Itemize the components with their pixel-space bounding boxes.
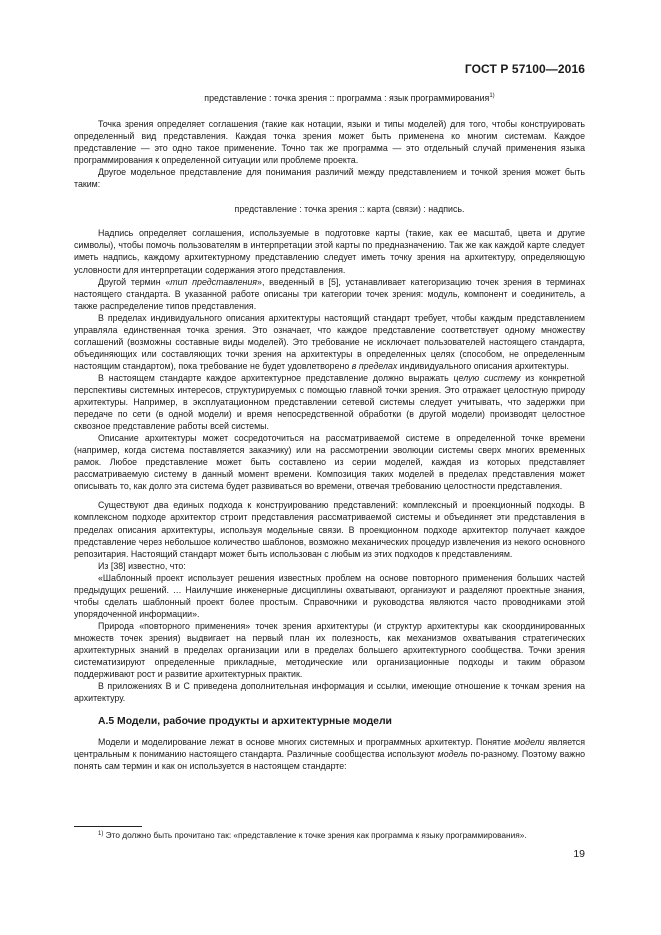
paragraph (74, 372, 585, 432)
text-run: В настоящем стандарте каждое архитектурное представление должно выражать (98, 372, 454, 383)
text-run: В пределах индивидуального описания архитектуры настоящий стандарт требует, чтобы каждым представлением управляла единственная точка зрения. Это означает, что каждое представление соответствует одному множеству соглашений (возможны составные виды моделей). Это требование не исключает пользователей настоящего стандарта, объединяющих или составляющих точки зрения на архитектуры в определенных целях (способом, не определенным настоящим стандартом), пока требование не будет удовлетворено (74, 312, 585, 371)
formula-view-viewpoint-program (74, 90, 585, 104)
formula-text: представление : точка зрения :: программа : язык программирования (204, 93, 490, 103)
paragraph (74, 312, 585, 372)
page-body (74, 90, 585, 772)
italic-term: в пределах (351, 360, 398, 371)
paragraph: Природа «повторного применения» точек зрения архитектуры (и структур архитектуры как скоординированных множеств точек зрения) выдвигает на первый план их полезность, как механизмов охватывания стратегических архитектурных знаний в пределах организации или в пределах большего архитектурного сообщества. Точки зрения систематизируют определенные прикладные, методические или организационные подходы и таким образом поддерживают рост и развитие архитектурных практик. (74, 620, 585, 680)
italic-term: модель (437, 749, 468, 760)
text-run: из конкретной перспективы системных интересов, структурируемых с помощью главной точки зрения. Это отражает целостную природу архитектуры. Например, в эксплуатационном представлении сетевой системы следует учитывать, что задержки при передаче по сети (в одной модели) и время непосредственной обработки (в другой модели) производят целостное сквозное представление работы всей системы. (74, 372, 585, 432)
paragraph: Из [38] известно, что: (98, 560, 186, 571)
footnote-marker: 1) (98, 831, 104, 837)
footnote-ref: 1) (489, 93, 495, 99)
footnote-separator (74, 826, 142, 827)
paragraph (74, 736, 585, 772)
paragraph: Существуют два единых подхода к конструированию представлений: комплексный и проекционный подходы. В комплексном подходе архитектор строит представления рассматриваемой системы и объединяет эти представления в пределах описания архитектуры, используя модельные связи. В проекционном подходе архитектор получает каждое представление через небольшое количество шаблонов, возможно механических процедур извлечения из некого основного репозитария. Настоящий стандарт может быть использован с любым из этих подходов к представлениям. (74, 500, 585, 559)
text-run: », введенный в [5], устанавливает категоризацию точек зрения в терминах настоящего стандарта. В указанной работе описаны три категории точек зрения: модуль, компонент и соединитель, а также распределение типов представления. (74, 276, 586, 311)
section-heading: А.5 Модели, рабочие продукты и архитектурные модели (98, 716, 392, 728)
page-number: 19 (573, 848, 585, 860)
paragraph: Точка зрения определяет соглашения (такие как нотации, языки и типы моделей) для того, чтобы конструировать определенный вид представления. Каждая точка зрения может быть применена ко многим системам. Каждое представление — это одно такое применение. Точно так же программа — это отдельный случай применения языка программирования к определенной ситуации или проблеме проекта. (74, 119, 585, 166)
italic-term: модели (514, 737, 545, 748)
text-run: индивидуального описания архитектуры. (397, 360, 569, 371)
text-run: по-разному. Поэтому важно понять сам термин и как он используется в настоящем стандарте: (74, 749, 585, 772)
paragraph: Описание архитектуры может сосредоточиться на рассматриваемой системе в определенной точке времени (например, когда система поставляется заказчику) или на рассмотрении эволюции системы сверх многих временных рамок. Любое представление может быть составлено из серии моделей, каждая из которых представляет рассматриваемую систему в данный момент времени. Композиция таких моделей в пределах представления может описывать то, как долго эта система будет развиваться во времени, отвечая требованию целостности представления. (74, 433, 585, 492)
footnote (98, 829, 588, 841)
formula-view-viewpoint-map: представление : точка зрения :: карта (связи) : надпись. (234, 204, 465, 215)
text-run: Другой термин « (98, 276, 171, 287)
italic-term: тип представления (170, 276, 258, 287)
quotation: «Шаблонный проект использует решения известных проблем на основе повторного применения больших частей предыдущих решений. … Наилучшие инженерные дисциплины охватывают, организуют и разделяют проектные знания, чтобы сделать шаблонный проект более простым. Справочники и руководства являются часто проводниками этой упорядоченной информации». (74, 572, 585, 619)
paragraph: Надпись определяет соглашения, используемые в подготовке карты (такие, как ее масштаб, цвета и другие символы), чтобы помочь пользователям в интерпретации этой карты по предназначению. Так же как каждой карте следует иметь надпись, каждому архитектурному представлению следует иметь точку зрения на архитектуру, определяющую условности для интерпретации содержания этого представления. (74, 228, 585, 275)
paragraph: В приложениях В и С приведена дополнительная информация и ссылки, имеющие отношение к точкам зрения на архитектуру. (74, 681, 585, 704)
paragraph (74, 276, 585, 312)
footnote-text: Это должно быть прочитано так: «представление к точке зрения как программа к языку программирования». (103, 830, 527, 840)
document-header-standard: ГОСТ Р 57100—2016 (464, 62, 585, 76)
paragraph: Другое модельное представление для понимания различий между представлением и точкой зрения может быть таким: (74, 167, 585, 190)
italic-term: целую систему (453, 372, 521, 383)
text-run: Модели и моделирование лежат в основе многих системных и программных архитектур. Понятие (98, 737, 515, 748)
text-run: является центральным к пониманию настоящего стандарта. Различные сообщества используют (74, 737, 585, 760)
